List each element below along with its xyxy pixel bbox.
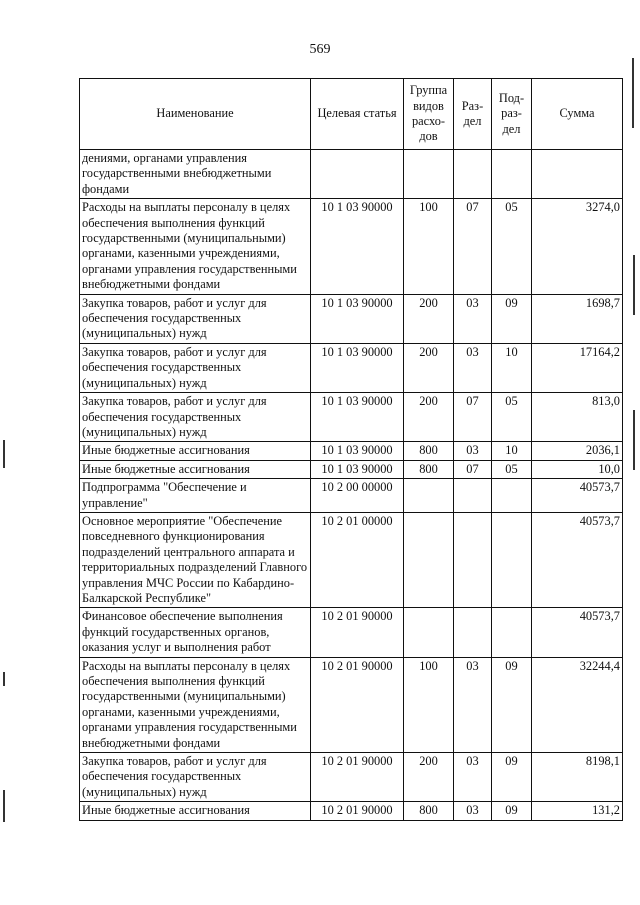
cell-expense-group: 100 [404,199,454,294]
cell-subsection [492,608,532,657]
cell-expense-group: 800 [404,442,454,460]
cell-subsection: 09 [492,753,532,802]
cell-name: Закупка товаров, работ и услуг для обеспечения государственных (муниципальных) нужд [80,343,311,392]
scan-mark [633,410,635,470]
header-subsection: Под-раз-дел [492,79,532,150]
header-expense-group: Группа видов расхо-дов [404,79,454,150]
cell-expense-group [404,512,454,607]
cell-subsection: 09 [492,294,532,343]
cell-subsection: 09 [492,657,532,752]
cell-target-article: 10 1 03 90000 [311,199,404,294]
cell-target-article: 10 1 03 90000 [311,442,404,460]
table-row [80,150,623,199]
cell-sum: 813,0 [532,393,623,442]
table-row [80,294,623,343]
cell-sum: 8198,1 [532,753,623,802]
scan-mark [3,672,5,686]
cell-expense-group [404,150,454,199]
cell-target-article: 10 1 03 90000 [311,294,404,343]
cell-expense-group [404,608,454,657]
cell-section: 07 [454,393,492,442]
cell-sum: 131,2 [532,802,623,820]
cell-section: 03 [454,753,492,802]
cell-name: дениями, органами управления государственными внебюджетными фондами [80,150,311,199]
cell-sum: 1698,7 [532,294,623,343]
cell-target-article: 10 2 01 00000 [311,512,404,607]
cell-name: Расходы на выплаты персоналу в целях обеспечения выполнения функций государственными (муниципальными) органами, казенными учреждениями, органами управления государственными внебюджетными фондами [80,199,311,294]
cell-section: 03 [454,294,492,343]
cell-expense-group: 200 [404,294,454,343]
table-row [80,753,623,802]
budget-table [79,78,623,821]
cell-target-article: 10 2 01 90000 [311,608,404,657]
table-row [80,479,623,513]
header-target-article: Целевая статья [311,79,404,150]
table-row [80,460,623,478]
cell-subsection: 05 [492,460,532,478]
cell-expense-group: 800 [404,460,454,478]
cell-sum: 2036,1 [532,442,623,460]
cell-name: Финансовое обеспечение выполнения функций государственных органов, оказания услуг и выполнения работ [80,608,311,657]
header-name: Наименование [80,79,311,150]
scan-mark [633,255,635,315]
table-row [80,512,623,607]
cell-expense-group: 200 [404,753,454,802]
cell-target-article: 10 1 03 90000 [311,343,404,392]
scan-mark [3,790,5,822]
cell-target-article: 10 2 01 90000 [311,657,404,752]
cell-expense-group: 800 [404,802,454,820]
cell-name: Подпрограмма "Обеспечение и управление" [80,479,311,513]
cell-expense-group [404,479,454,513]
scan-mark [632,58,634,128]
table-row [80,802,623,820]
cell-sum: 40573,7 [532,608,623,657]
cell-expense-group: 200 [404,343,454,392]
cell-section [454,608,492,657]
cell-subsection [492,479,532,513]
cell-expense-group: 100 [404,657,454,752]
cell-name: Основное мероприятие "Обеспечение повседневного функционирования подразделений центрального аппарата и территориальных подразделений Главного управления МЧС России по Кабардино-Балкарской Республике" [80,512,311,607]
cell-target-article: 10 1 03 90000 [311,460,404,478]
cell-subsection: 10 [492,343,532,392]
cell-name: Расходы на выплаты персоналу в целях обеспечения выполнения функций государственными (муниципальными) органами, казенными учреждениями, органами управления государственными внебюджетными фондами [80,657,311,752]
cell-section: 03 [454,343,492,392]
cell-section [454,479,492,513]
cell-section: 03 [454,657,492,752]
cell-name: Закупка товаров, работ и услуг для обеспечения государственных (муниципальных) нужд [80,753,311,802]
table-row [80,442,623,460]
table-row [80,199,623,294]
table-row [80,608,623,657]
cell-target-article: 10 2 00 00000 [311,479,404,513]
cell-target-article: 10 1 03 90000 [311,393,404,442]
page-number: 569 [309,42,331,57]
cell-sum [532,150,623,199]
cell-section: 07 [454,199,492,294]
cell-subsection: 05 [492,199,532,294]
cell-section [454,150,492,199]
cell-sum: 3274,0 [532,199,623,294]
header-section: Раз-дел [454,79,492,150]
table-row [80,657,623,752]
cell-subsection: 05 [492,393,532,442]
header-sum: Сумма [532,79,623,150]
scan-mark [3,440,5,468]
cell-section: 07 [454,460,492,478]
cell-subsection [492,150,532,199]
cell-target-article: 10 2 01 90000 [311,802,404,820]
table-row [80,343,623,392]
cell-subsection: 10 [492,442,532,460]
cell-name: Иные бюджетные ассигнования [80,802,311,820]
cell-name: Закупка товаров, работ и услуг для обеспечения государственных (муниципальных) нужд [80,393,311,442]
cell-sum: 40573,7 [532,479,623,513]
cell-target-article [311,150,404,199]
cell-section: 03 [454,442,492,460]
cell-sum: 10,0 [532,460,623,478]
cell-subsection [492,512,532,607]
cell-subsection: 09 [492,802,532,820]
cell-target-article: 10 2 01 90000 [311,753,404,802]
cell-sum: 32244,4 [532,657,623,752]
cell-section: 03 [454,802,492,820]
cell-section [454,512,492,607]
cell-name: Закупка товаров, работ и услуг для обеспечения государственных (муниципальных) нужд [80,294,311,343]
cell-expense-group: 200 [404,393,454,442]
cell-sum: 40573,7 [532,512,623,607]
table-header-row [80,79,623,150]
cell-sum: 17164,2 [532,343,623,392]
cell-name: Иные бюджетные ассигнования [80,460,311,478]
cell-name: Иные бюджетные ассигнования [80,442,311,460]
table-row [80,393,623,442]
